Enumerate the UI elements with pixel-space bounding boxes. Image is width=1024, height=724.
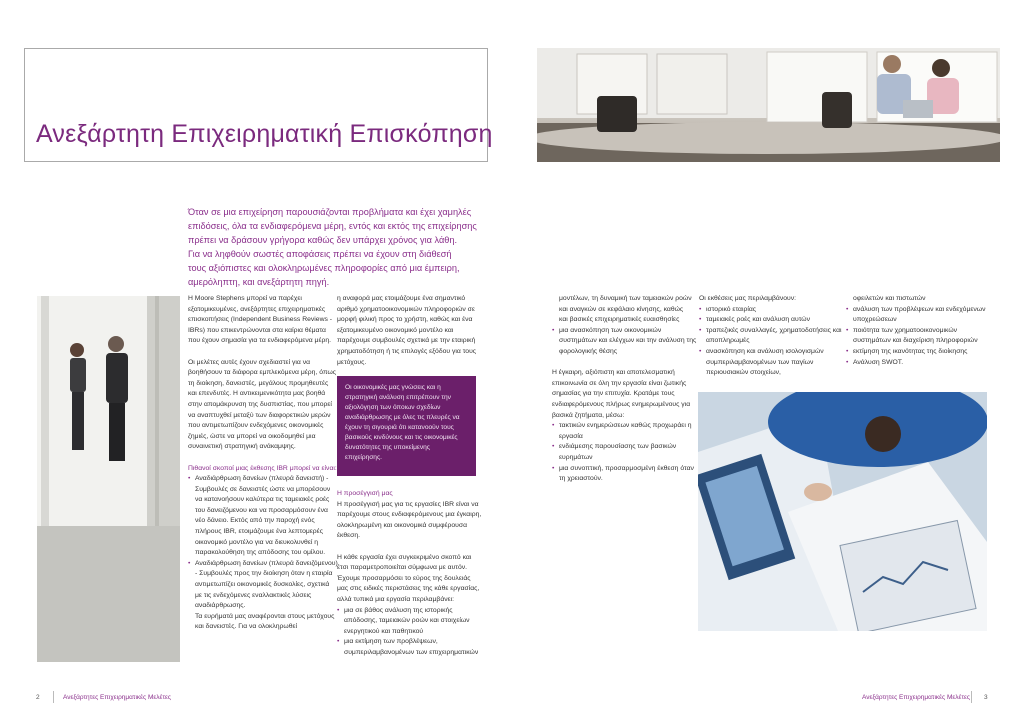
text-line: και αναγκών σε κεφάλαιο κίνησης, καθώς: [559, 305, 684, 313]
text-column-3: [552, 294, 697, 485]
list-item: • τραπεζικές συναλλαγές, χρηματοδοτήσεις και αποπληρωμές: [699, 326, 844, 347]
scope-list-continued: [552, 326, 697, 358]
report-contents-list: [699, 305, 844, 379]
intro-line: Για να ληφθούν σωστές αποφάσεις πρέπει να έχουν στη διάθεσή: [188, 249, 452, 259]
highlight-box: Οι οικονομικές μας γνώσεις και η στρατηγική ανάλυση επιτρέπουν την αξιολόγηση των όποιων σχεδίων αναδιάρθρωσης με όλες τις πλευρές να έχουν τη σιγουριά ότι κατανοούν τους βασικούς κινδύνους και τις οικονομικές δυνατότητες της υποκείμενης επιχείρησης.: [337, 376, 476, 476]
communication-list: [552, 421, 697, 485]
footer-title-right: Ανεξάρτητες Επιχειρηματικές Μελέτες: [862, 694, 971, 701]
footer-divider: [971, 691, 972, 703]
section-heading: Η προσέγγισή μας: [337, 490, 393, 497]
text-column-4: [699, 294, 844, 379]
list-item: • Ανάλυση SWOT.: [846, 358, 992, 369]
paragraph: Η Moore Stephens μπορεί να παρέχει εξατομικευμένες, ανεξάρτητες επιχειρηματικές επισκοπήσεις (Independent Business Reviews - IBRs) που επικεντρώνονται στα καίρια θέματα που έχουν σημασία για τα ενδιαφερόμενα μέρη.: [188, 295, 333, 345]
list-item: • μια σε βάθος ανάλυση της ιστορικής απόδοσης, ταμειακών ροών και στοιχείων ενεργητικού και παθητικού: [337, 606, 483, 638]
page-number-left: 2: [36, 694, 40, 701]
office-meeting-photo: [537, 48, 1000, 162]
report-contents-list-continued: [846, 305, 992, 369]
footer-divider: [53, 691, 54, 703]
text-column-5: [846, 294, 992, 368]
text-column-1: [188, 294, 338, 633]
list-item: • Αναδιάρθρωση δανείων (πλευρά δανειστή) - Συμβουλές σε δανειστές ώστε να μπορέσουν να κατανοήσουν καλύτερα τις ταμειακές ροές του δανειζόμενου και να προσαρμόσουν ένα νέο δάνειο. Εκτός από την παροχή ενός πλήρους IBR, ετοιμάζουμε ένα λεπτομερές οικονομικό μοντέλο για να διευκολυνθεί η παρακολούθηση της απόδοσης του ομίλου.: [188, 474, 338, 559]
paragraph: η αναφορά μας ετοιμάζουμε ένα σημαντικό αριθμό χρηματοοικονομικών πληροφοριών σε μορφή φιλική προς το χρήστη, καθώς και ένα εξατομικευμένο οικονομικό μοντέλο και παρέχουμε συμβουλές σχετικά με την εταιρική χρηματοδότηση ή τις επιλογές εξόδου για τους μετόχους.: [337, 295, 477, 366]
footer-title-left: Ανεξάρτητες Επιχειρηματικές Μελέτες: [63, 694, 172, 701]
paragraph: Η κάθε εργασία έχει συγκεκριμένο σκοπό και έτσι παραμετροποιείται σύμφωνα με αυτόν. Έχουμε προσαρμόσει το εύρος της δουλειάς μας στις ειδικές περιστάσεις της κάθε εργασίας, αλλά τυπικά μια εργασία περιλαμβάνει:: [337, 553, 480, 603]
text-line: οφειλετών και πιστωτών: [853, 295, 926, 302]
list-item: • ιστορικό εταιρίας: [699, 305, 844, 316]
text-line: και βασικές επιχειρηματικές ευαισθησίες: [559, 316, 680, 324]
paragraph: Οι μελέτες αυτές έχουν σχεδιαστεί για να βοηθήσουν τα διάφορα εμπλεκόμενα μέρη, όπως τη διοίκηση, δανειστές, μεγάλους προμηθευτές και επενδυτές. Η αντικειμενικότητα μας βοηθά στην απομάκρυνση της δυσπιστίας, που μπορεί να αναπτυχθεί μεταξύ των διαφορετικών μερών που αντιμετωπίζουν ενδεχόμενες οικονομικές ζημιές, ώστε να μπορεί να οικοδομηθεί μια συναινετική στρατηγική ανάκαμψης.: [188, 358, 337, 451]
intro-line: Όταν σε μια επιχείρηση παρουσιάζονται προβλήματα και έχει χαμηλές: [188, 207, 472, 217]
text-column-2: [337, 294, 483, 379]
text-column-2-lower: [337, 489, 483, 659]
list-item: • μια ανασκόπηση των οικονομικών συστημάτων και ελέγχων και την ανάλυση της φορολογικής θέσης: [552, 326, 697, 358]
page-title: Ανεξάρτητη Επιχειρηματική Επισκόπηση: [36, 120, 493, 148]
list-item: • Αναδιάρθρωση δανείων (πλευρά δανειζόμενου) - Συμβουλές προς την διοίκηση όταν η εταιρία αντιμετωπίζει οικονομικές δυσκολίες, σχετικά με τις ενδεχόμενες εναλλακτικές λύσεις αναδιάρθρωσης.: [188, 559, 338, 612]
page-number-right: 3: [984, 694, 988, 701]
list-item: • τακτικών ενημερώσεων καθώς προχωράει η εργασία: [552, 421, 697, 442]
paragraph: Η προσέγγισή μας για τις εργασίες IBR είναι να παρέχουμε στους ενδιαφερόμενους μια έγκαιρη, ολοκληρωμένη και οικονομικά συμφέρουσα έκθεση.: [337, 500, 482, 540]
section-heading: Οι εκθέσεις μας περιλαμβάνουν:: [699, 295, 797, 302]
list-item: • ανάλυση των προβλέψεων και ενδεχόμενων υποχρεώσεων: [846, 305, 992, 326]
section-heading: Πιθανοί σκοποί μιας έκθεσης IBR μπορεί να είναι:: [188, 464, 337, 472]
intro-line: πρέπει να δράσουν γρήγορα καθώς δεν υπάρχει χρόνος για λάθη.: [188, 235, 458, 245]
paragraph: Τα ευρήματά μας αναφέρονται στους μετόχους και δανειστές. Για να ολοκληρωθεί: [195, 612, 335, 631]
intro-statement: [188, 205, 488, 289]
purpose-list: [188, 474, 338, 612]
list-item: • ποιότητα των χρηματοοικονομικών συστημάτων και διαχείριση πληροφοριών: [846, 326, 992, 347]
list-item: • ταμειακές ροές και ανάλυση αυτών: [699, 315, 844, 326]
intro-line: τους αξιόπιστες και ολοκληρωμένες πληροφορίες από μια έμπειρη,: [188, 263, 460, 273]
list-item: • ενδιάμεσης παρουσίασης των βασικών ευρημάτων: [552, 442, 697, 463]
list-item: • ανασκόπηση και ανάλυση ισολογισμών συμπεριλαμβανομένων των παγίων περιουσιακών στοιχείων,: [699, 347, 844, 379]
business-people-photo: [37, 296, 180, 662]
list-item: • μια εκτίμηση των προβλέψεων, συμπεριλαμβανομένων των επιχειρηματικών: [337, 637, 483, 658]
list-item: • μια συνοπτική, προσαρμοσμένη έκθεση όταν τη χρειαστούν.: [552, 464, 697, 485]
paragraph: Η έγκαιρη, αξιόπιστη και αποτελεσματική επικοινωνία σε όλη την εργασία είναι ζωτικής σημασίας για την επιτυχία. Κρατάμε τους ενδιαφερόμενους πλήρως ενημερωμένους για βασικά ζητήματα, μέσω:: [552, 369, 691, 419]
list-item: • εκτίμηση της ικανότητας της διοίκησης: [846, 347, 992, 358]
chart-review-photo: [698, 392, 987, 631]
intro-line: αμερόληπτη, και ανεξάρτητη πηγή.: [188, 277, 330, 287]
intro-line: επιδόσεις, όλα τα ενδιαφερόμενα μέρη, εντός και εκτός της επιχείρησης: [188, 221, 477, 231]
scope-list: [337, 606, 483, 659]
text-line: μοντέλων, τη δυναμική των ταμειακών ροών: [559, 295, 692, 302]
